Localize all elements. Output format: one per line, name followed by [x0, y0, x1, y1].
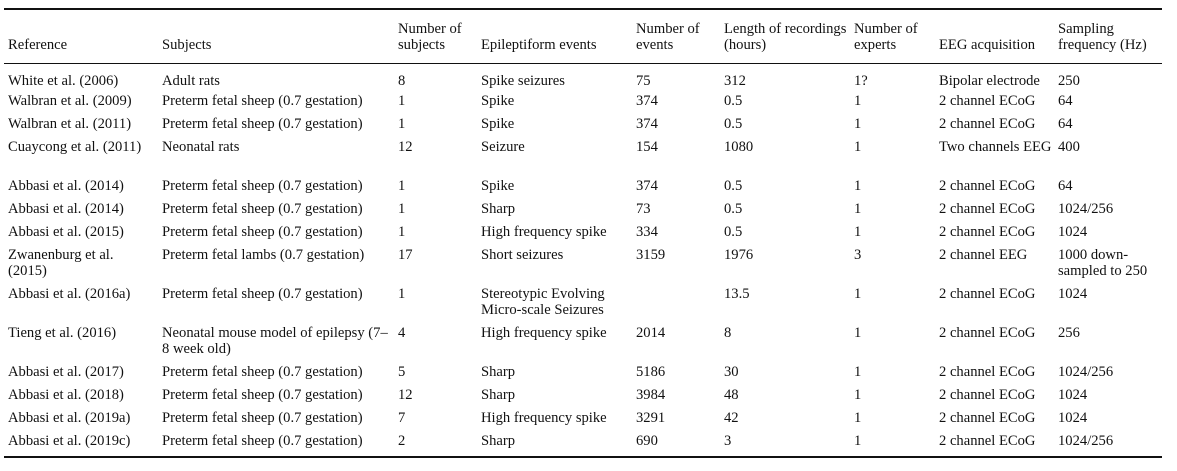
cell-eeg-acquisition: Bipolar electrode	[939, 73, 1040, 89]
cell-number-of-subjects: 5	[398, 364, 406, 380]
cell-sampling-frequency: 64	[1058, 178, 1073, 194]
cell-reference: Walbran et al. (2009)	[8, 93, 132, 109]
cell-sampling-frequency: 1024	[1058, 410, 1088, 426]
cell-sampling-frequency: 1024/256	[1058, 364, 1114, 380]
cell-reference: Abbasi et al. (2019a)	[8, 410, 131, 426]
cell-number-of-experts: 1	[854, 410, 862, 426]
cell-sampling-frequency: 64	[1058, 93, 1073, 109]
cell-eeg-acquisition: 2 channel EEG	[939, 247, 1028, 263]
cell-sampling-frequency: 64	[1058, 116, 1073, 132]
table-row	[4, 430, 1162, 457]
cell-eeg-acquisition: 2 channel ECoG	[939, 178, 1036, 194]
table-row	[4, 90, 1162, 113]
cell-reference: Abbasi et al. (2017)	[8, 364, 124, 380]
cell-number-of-experts: 1	[854, 139, 862, 155]
cell-number-of-experts: 1	[854, 116, 862, 132]
col-header-epileptiform-events: Epileptiform events	[481, 37, 597, 53]
cell-number-of-experts: 1	[854, 93, 862, 109]
cell-number-of-events	[632, 283, 720, 322]
table-row	[4, 64, 1162, 91]
cell-sampling-frequency: 1024/256	[1058, 433, 1114, 449]
cell-number-of-experts: 3	[854, 247, 862, 263]
cell-eeg-acquisition: 2 channel ECoG	[939, 224, 1036, 240]
cell-reference: Walbran et al. (2011)	[8, 116, 132, 132]
cell-reference: Abbasi et al. (2019c)	[8, 433, 131, 449]
cell-reference: Zwanenburg et al. (2015)	[8, 247, 114, 279]
cell-sampling-frequency: 250	[1058, 73, 1080, 89]
table-row	[4, 407, 1162, 430]
cell-subjects: Neonatal rats	[162, 139, 240, 155]
cell-subjects: Neonatal mouse model of epilepsy (7–8 week old)	[162, 325, 388, 357]
cell-number-of-subjects: 2	[398, 433, 406, 449]
cell-subjects: Preterm fetal sheep (0.7 gestation)	[162, 286, 363, 302]
cell-length-of-recordings: 0.5	[724, 224, 743, 240]
cell-number-of-experts: 1?	[854, 73, 868, 89]
cell-number-of-subjects: 1	[398, 224, 406, 240]
cell-sampling-frequency: 400	[1058, 139, 1080, 155]
cell-epileptiform-events: Sharp	[481, 387, 516, 403]
cell-reference: Abbasi et al. (2018)	[8, 387, 124, 403]
cell-eeg-acquisition: 2 channel ECoG	[939, 433, 1036, 449]
cell-subjects: Preterm fetal sheep (0.7 gestation)	[162, 433, 363, 449]
cell-sampling-frequency: 1024/256	[1058, 201, 1114, 217]
cell-length-of-recordings: 1080	[724, 139, 754, 155]
cell-sampling-frequency: 1000 down-sampled to 250	[1058, 247, 1148, 279]
col-header-reference: Reference	[8, 37, 68, 53]
cell-number-of-events: 374	[636, 93, 658, 109]
cell-subjects: Preterm fetal sheep (0.7 gestation)	[162, 116, 363, 132]
cell-reference: White et al. (2006)	[8, 73, 119, 89]
cell-reference: Cuaycong et al. (2011)	[8, 139, 142, 155]
col-header-subjects: Subjects	[162, 37, 212, 53]
cell-number-of-events: 690	[636, 433, 658, 449]
cell-number-of-events: 5186	[636, 364, 666, 380]
cell-sampling-frequency: 1024	[1058, 286, 1088, 302]
cell-number-of-subjects: 12	[398, 387, 413, 403]
cell-number-of-subjects: 1	[398, 201, 406, 217]
table-row	[4, 283, 1162, 322]
cell-reference: Tieng et al. (2016)	[8, 325, 117, 341]
cell-eeg-acquisition: 2 channel ECoG	[939, 286, 1036, 302]
cell-length-of-recordings: 312	[724, 73, 746, 89]
cell-length-of-recordings: 3	[724, 433, 732, 449]
cell-length-of-recordings: 0.5	[724, 178, 743, 194]
cell-number-of-events: 3159	[636, 247, 666, 263]
cell-number-of-events: 3291	[636, 410, 666, 426]
table-row	[4, 384, 1162, 407]
cell-number-of-experts: 1	[854, 387, 862, 403]
cell-epileptiform-events: Spike	[481, 93, 515, 109]
cell-epileptiform-events: Stereotypic Evolving Micro-scale Seizures	[481, 286, 605, 318]
cell-reference: Abbasi et al. (2014)	[8, 201, 124, 217]
cell-epileptiform-events: Sharp	[481, 364, 516, 380]
cell-length-of-recordings: 48	[724, 387, 739, 403]
cell-reference: Abbasi et al. (2014)	[8, 178, 124, 194]
cell-eeg-acquisition: 2 channel ECoG	[939, 364, 1036, 380]
col-header-length-of-recordings: Length of recordings (hours)	[724, 21, 847, 53]
cell-eeg-acquisition: 2 channel ECoG	[939, 116, 1036, 132]
table-row	[4, 113, 1162, 136]
cell-number-of-subjects: 1	[398, 116, 406, 132]
col-header-number-of-experts: Number of experts	[854, 21, 918, 53]
cell-epileptiform-events: Sharp	[481, 201, 516, 217]
cell-number-of-events: 374	[636, 178, 658, 194]
table-row	[4, 175, 1162, 198]
cell-subjects: Preterm fetal lambs (0.7 gestation)	[162, 247, 365, 263]
cell-epileptiform-events: Spike	[481, 178, 515, 194]
cell-number-of-subjects: 7	[398, 410, 406, 426]
cell-sampling-frequency: 1024	[1058, 387, 1088, 403]
header-row	[4, 9, 1162, 64]
col-header-number-of-events: Number of events	[636, 21, 700, 53]
cell-number-of-subjects: 1	[398, 93, 406, 109]
cell-length-of-recordings: 8	[724, 325, 732, 341]
cell-eeg-acquisition: 2 channel ECoG	[939, 201, 1036, 217]
cell-number-of-subjects: 1	[398, 178, 406, 194]
cell-number-of-subjects: 4	[398, 325, 406, 341]
cell-length-of-recordings: 0.5	[724, 116, 743, 132]
col-header-sampling-frequency: Sampling frequency (Hz)	[1058, 21, 1147, 53]
cell-number-of-experts: 1	[854, 224, 862, 240]
cell-epileptiform-events: Sharp	[481, 433, 516, 449]
cell-number-of-experts: 1	[854, 286, 862, 302]
epileptiform-studies-table	[4, 8, 1162, 458]
cell-eeg-acquisition: 2 channel ECoG	[939, 325, 1036, 341]
cell-eeg-acquisition: 2 channel ECoG	[939, 387, 1036, 403]
cell-epileptiform-events: High frequency spike	[481, 410, 607, 426]
cell-epileptiform-events: Seizure	[481, 139, 525, 155]
cell-number-of-events: 73	[636, 201, 651, 217]
cell-number-of-experts: 1	[854, 178, 862, 194]
cell-number-of-events: 154	[636, 139, 658, 155]
table-row	[4, 136, 1162, 175]
cell-eeg-acquisition: Two channels EEG	[939, 139, 1052, 155]
cell-length-of-recordings: 30	[724, 364, 739, 380]
cell-reference: Abbasi et al. (2016a)	[8, 286, 131, 302]
cell-eeg-acquisition: 2 channel ECoG	[939, 410, 1036, 426]
table-row	[4, 198, 1162, 221]
col-header-number-of-subjects: Number of subjects	[398, 21, 462, 53]
cell-subjects: Preterm fetal sheep (0.7 gestation)	[162, 410, 363, 426]
cell-epileptiform-events: High frequency spike	[481, 224, 607, 240]
cell-length-of-recordings: 42	[724, 410, 739, 426]
cell-number-of-subjects: 12	[398, 139, 413, 155]
cell-subjects: Adult rats	[162, 73, 220, 89]
cell-eeg-acquisition: 2 channel ECoG	[939, 93, 1036, 109]
cell-number-of-experts: 1	[854, 325, 862, 341]
cell-length-of-recordings: 1976	[724, 247, 754, 263]
cell-subjects: Preterm fetal sheep (0.7 gestation)	[162, 224, 363, 240]
cell-subjects: Preterm fetal sheep (0.7 gestation)	[162, 201, 363, 217]
cell-number-of-events: 2014	[636, 325, 666, 341]
table-row	[4, 322, 1162, 361]
cell-sampling-frequency: 256	[1058, 325, 1080, 341]
cell-number-of-experts: 1	[854, 433, 862, 449]
cell-number-of-events: 334	[636, 224, 658, 240]
cell-number-of-events: 3984	[636, 387, 666, 403]
cell-length-of-recordings: 13.5	[724, 286, 750, 302]
cell-epileptiform-events: Spike seizures	[481, 73, 565, 89]
cell-subjects: Preterm fetal sheep (0.7 gestation)	[162, 93, 363, 109]
cell-number-of-experts: 1	[854, 364, 862, 380]
table-row	[4, 361, 1162, 384]
cell-epileptiform-events: Short seizures	[481, 247, 564, 263]
cell-number-of-subjects: 17	[398, 247, 413, 263]
col-header-eeg-acquisition: EEG acquisition	[939, 37, 1036, 53]
cell-number-of-experts: 1	[854, 201, 862, 217]
cell-length-of-recordings: 0.5	[724, 201, 743, 217]
cell-length-of-recordings: 0.5	[724, 93, 743, 109]
cell-epileptiform-events: High frequency spike	[481, 325, 607, 341]
cell-epileptiform-events: Spike	[481, 116, 515, 132]
cell-number-of-subjects: 8	[398, 73, 406, 89]
cell-number-of-events: 75	[636, 73, 651, 89]
table-row	[4, 244, 1162, 283]
table-row	[4, 221, 1162, 244]
cell-subjects: Preterm fetal sheep (0.7 gestation)	[162, 178, 363, 194]
cell-sampling-frequency: 1024	[1058, 224, 1088, 240]
cell-subjects: Preterm fetal sheep (0.7 gestation)	[162, 387, 363, 403]
cell-number-of-subjects: 1	[398, 286, 406, 302]
cell-subjects: Preterm fetal sheep (0.7 gestation)	[162, 364, 363, 380]
cell-reference: Abbasi et al. (2015)	[8, 224, 124, 240]
cell-number-of-events: 374	[636, 116, 658, 132]
